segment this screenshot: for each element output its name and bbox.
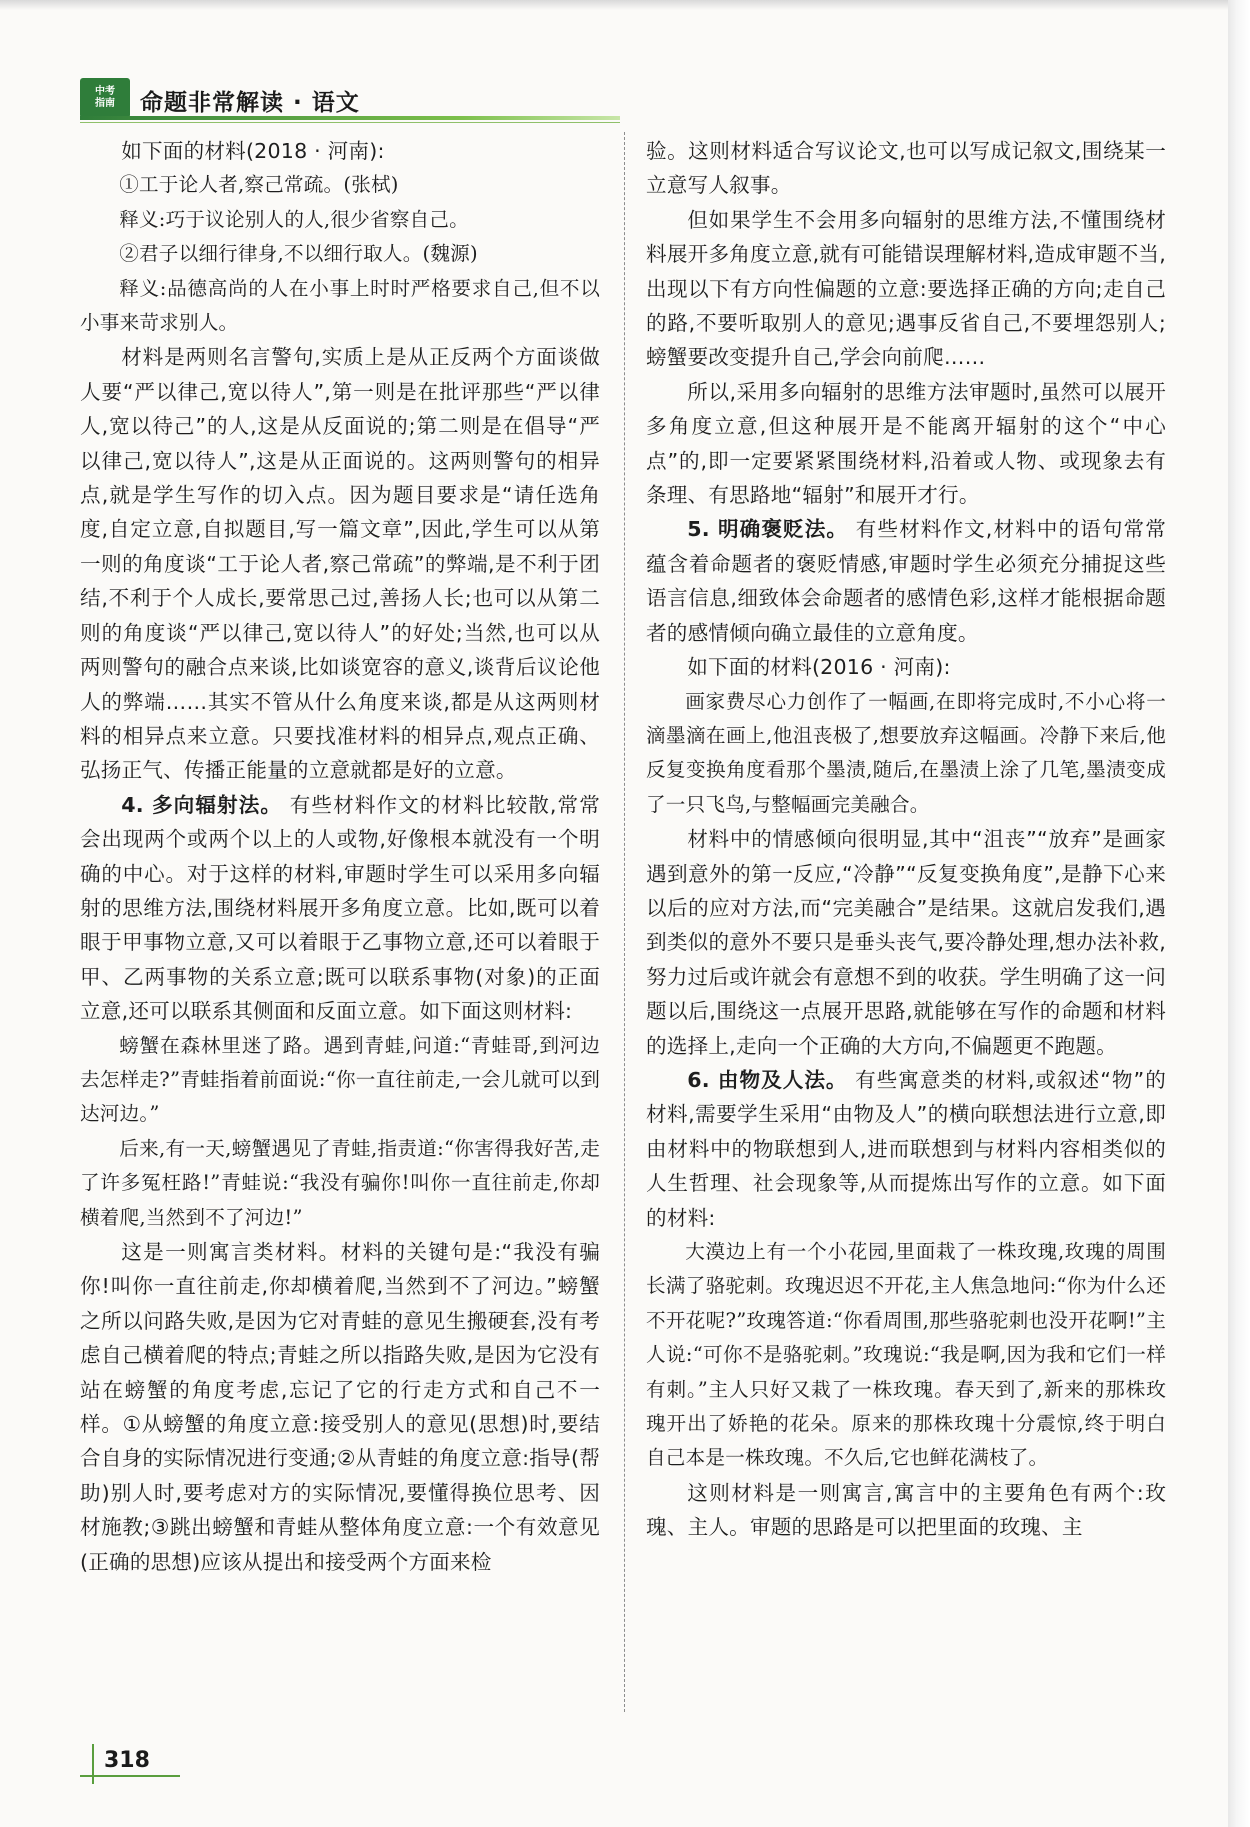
paragraph-text: 画家费尽心力创作了一幅画,在即将完成时,不小心将一滴墨滴在画上,他沮丧极了,想要放弃这幅画。冷静下来后,他反复变换角度看那个墨渍,随后,在墨渍上涂了几笔,墨渍变成了一只飞鸟,与整幅画完美融合。 [646, 689, 1166, 816]
section-heading: 5. 明确褒贬法。 [687, 517, 849, 542]
paragraph [80, 340, 600, 787]
paragraph-text: 验。这则材料适合写议论文,也可以写成记叙文,围绕某一立意写人叙事。 [646, 139, 1166, 198]
paragraph [646, 1235, 1166, 1476]
paragraph-text: 材料中的情感倾向很明显,其中“沮丧”“放弃”是画家遇到意外的第一反应,“冷静”“反复变换角度”,是静下心来以后的应对方法,而“完美融合”是结果。这就启发我们,遇到类似的意外不要只是垂头丧气,要冷静处理,想办法补救,努力过后或许就会有意想不到的收获。学生明确了这一问题以后,围绕这一点展开思路,就能够在写作的命题和材料的选择上,走向一个正确的大方向,不偏题更不跑题。 [646, 827, 1166, 1058]
paragraph [80, 1235, 600, 1579]
paragraph-text: 有些材料作文的材料比较散,常常会出现两个或两个以上的人或物,好像根本就没有一个明确的中心。对于这样的材料,审题时学生可以采用多向辐射的思维方法,围绕材料展开多角度立意。比如,既可以着眼于甲事物立意,又可以着眼于乙事物立意,还可以着眼于甲、乙两事物的关系立意;既可以联系事物(对象)的正面立意,还可以联系其侧面和反面立意。如下面这则材料: [80, 792, 601, 1024]
paragraph-text: 释义:品德高尚的人在小事上时时严格要求自己,但不以小事来苛求别人。 [80, 276, 600, 335]
footer-horizontal-rule [80, 1775, 180, 1777]
paragraph [80, 203, 600, 237]
footer-vertical-rule [92, 1744, 94, 1784]
paragraph [646, 134, 1166, 203]
right-column [646, 134, 1166, 1545]
paragraph [80, 168, 600, 202]
page-header [80, 72, 620, 124]
paragraph-text: 有些材料作文,材料中的语句常常蕴含着命题者的褒贬情感,审题时学生必须充分捕捉这些语言信息,细致体会命题者的感情色彩,这样才能根据命题者的感情倾向确立最佳的立意角度。 [646, 517, 1167, 645]
logo-line-2: 指南 [95, 98, 115, 109]
paragraph-text: 有些寓意类的材料,或叙述“物”的材料,需要学生采用“由物及人”的横向联想法进行立意,即由材料中的物联想到人,进而联想到与材料内容相类似的人生哲理、社会现象等,从而提炼出写作的立意。如下面的材料: [646, 1067, 1166, 1230]
column-divider [624, 132, 625, 1712]
book-logo-icon [80, 78, 130, 118]
logo-line-1: 中考 [95, 86, 115, 97]
paragraph [80, 134, 600, 168]
paragraph-text: 如下面的材料(2016 · 河南): [687, 655, 951, 680]
paragraph-text: 后来,有一天,螃蟹遇见了青蛙,指责道:“你害得我好苦,走了许多冤枉路!”青蛙说:“我没有骗你!叫你一直往前走,你却横着爬,当然到不了河边!” [80, 1136, 600, 1229]
paragraph-text: 如下面的材料(2018 · 河南): [121, 139, 385, 163]
paragraph-text: 材料是两则名言警句,实质上是从正反两个方面谈做人要“严以律己,宽以待人”,第一则是在批评那些“严以律人,宽以待己”的人,这是从反面说的;第二则是在倡导“严以律己,宽以待人”,这是从正面说的。这两则警句的相异点,就是学生写作的切入点。因为题目要求是“请任选角度,自定立意,自拟题目,写一篇文章”,因此,学生可以从第一则的角度谈“工于论人者,察己常疏”的弊端,是不利于团结,不利于个人成长,要常思己过,善扬人长;也可以从第二则的角度谈“严以律己,宽以待人”的好处;当然,也可以从两则警句的融合点来谈,比如谈宽容的意义,谈背后议论他人的弊端……其实不管从什么角度来谈,都是从这两则材料的相异点来立意。只要找准材料的相异点,观点正确、弘扬正气、传播正能量的立意就都是好的立意。 [80, 345, 600, 783]
paragraph-text: 所以,采用多向辐射的思维方法审题时,虽然可以展开多角度立意,但这种展开是不能离开辐射的这个“中心点”的,即一定要紧紧围绕材料,沿着或人物、或现象去有条理、有思路地“辐射”和展开才行。 [646, 379, 1166, 508]
page-top-shadow [0, 0, 1228, 10]
paragraph [646, 375, 1166, 513]
paragraph [80, 272, 600, 341]
paragraph-text: ①工于论人者,察己常疏。(张栻) [119, 173, 399, 197]
paragraph [646, 822, 1166, 1063]
paragraph [80, 1029, 600, 1132]
paragraph-text: 释义:巧于议论别人的人,很少省察自己。 [119, 207, 469, 231]
section-heading: 4. 多向辐射法。 [121, 792, 283, 817]
paragraph-text: 但如果学生不会用多向辐射的思维方法,不懂围绕材料展开多角度立意,就有可能错误理解材料,造成审题不当,出现以下有方向性偏题的立意:要选择正确的方向;走自己的路,不要听取别人的意见;遇事反省自己,不要埋怨别人;螃蟹要改变提升自己,学会向前爬…… [646, 207, 1166, 370]
header-rule [80, 116, 620, 120]
paragraph-text: ②君子以细行律身,不以细行取人。(魏源) [119, 242, 478, 266]
paragraph [646, 685, 1166, 823]
paragraph [80, 237, 600, 271]
book-title: 命题非常解读 · 语文 [140, 90, 360, 116]
paragraph [646, 203, 1166, 375]
paragraph-text: 大漠边上有一个小花园,里面栽了一株玫瑰,玫瑰的周围长满了骆驼刺。玫瑰迟迟不开花,主人焦急地问:“你为什么还不开花呢?”玫瑰答道:“你看周围,那些骆驼刺也没开花啊!”主人说:“可你不是骆驼刺。”玫瑰说:“我是啊,因为我和它们一样有刺。”主人只好又栽了一株玫瑰。春天到了,新来的那株玫瑰开出了娇艳的花朵。原来的那株玫瑰十分震惊,终于明白自己本是一株玫瑰。不久后,它也鲜花满枝了。 [646, 1240, 1166, 1470]
paragraph [646, 1476, 1166, 1545]
paragraph [80, 788, 600, 1029]
paragraph-text: 这则材料是一则寓言,寓言中的主要角色有两个:玫瑰、主人。审题的思路是可以把里面的玫瑰、主 [646, 1480, 1166, 1540]
paragraph [646, 1063, 1166, 1235]
paragraph-text: 螃蟹在森林里迷了路。遇到青蛙,问道:“青蛙哥,到河边去怎样走?”青蛙指着前面说:“你一直往前走,一会儿就可以到达河边。” [80, 1033, 600, 1126]
page-edge [1228, 0, 1250, 1827]
section-heading: 6. 由物及人法。 [687, 1067, 848, 1092]
page-number: 318 [104, 1748, 150, 1773]
paragraph [646, 512, 1166, 650]
header-rule-thin [80, 122, 620, 123]
paragraph [80, 1132, 600, 1235]
paragraph-text: 这是一则寓言类材料。材料的关键句是:“我没有骗你!叫你一直往前走,你却横着爬,当然到不了河边。”螃蟹之所以问路失败,是因为它对青蛙的意见生搬硬套,没有考虑自己横着爬的特点;青蛙之所以指路失败,是因为它没有站在螃蟹的角度考虑,忘记了它的行走方式和自己不一样。①从螃蟹的角度立意:接受别人的意见(思想)时,要结合自身的实际情况进行变通;②从青蛙的角度立意:指导(帮助)别人时,要考虑对方的实际情况,要懂得换位思考、因材施教;③跳出螃蟹和青蛙从整体角度立意:一个有效意见(正确的思想)应该从提出和接受两个方面来检 [80, 1240, 600, 1574]
left-column [80, 134, 600, 1579]
paragraph [646, 650, 1166, 684]
